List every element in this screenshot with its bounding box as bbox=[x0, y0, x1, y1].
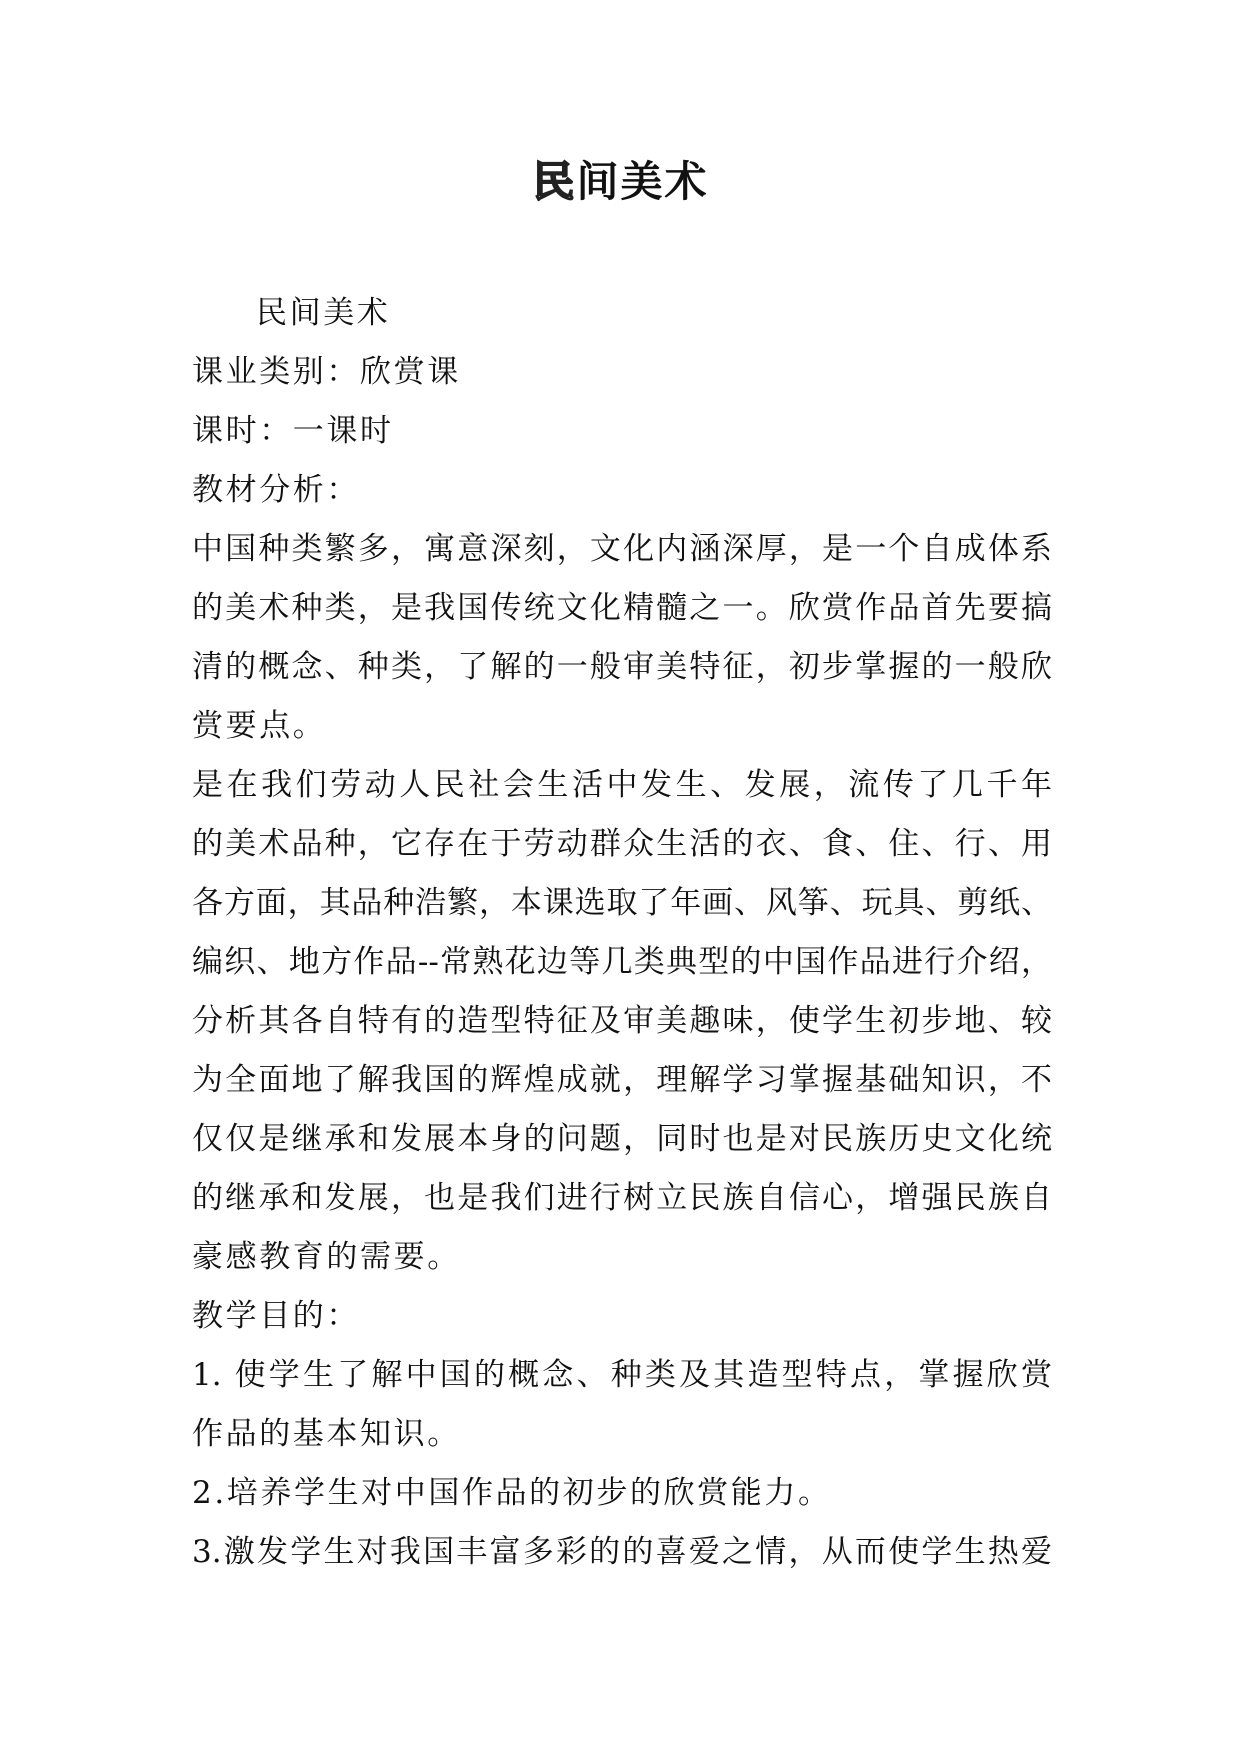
page-title bbox=[0, 152, 1241, 212]
class-hours-line: 课时：一课时 bbox=[192, 413, 394, 449]
paragraph-line: 中国种类繁多，寓意深刻，文化内涵深厚，是一个自成体系 bbox=[192, 531, 1052, 567]
subtitle-line: 民间美术 bbox=[256, 295, 391, 331]
paragraph-line: 仅仅是继承和发展本身的问题，同时也是对民族历史文化统 bbox=[192, 1121, 1052, 1157]
paragraph-line: 是在我们劳动人民社会生活中发生、发展，流传了几千年 bbox=[192, 767, 1052, 803]
paragraph-line: 的美术种类，是我国传统文化精髓之一。欣赏作品首先要搞 bbox=[192, 590, 1052, 626]
paragraph-line: 为全面地了解我国的辉煌成就，理解学习掌握基础知识，不 bbox=[192, 1062, 1052, 1098]
paragraph-line: 清的概念、种类，了解的一般审美特征，初步掌握的一般欣 bbox=[192, 649, 1052, 685]
paragraph-line: 的继承和发展，也是我们进行树立民族自信心，增强民族自 bbox=[192, 1180, 1052, 1216]
section-heading-analysis: 教材分析： bbox=[192, 472, 360, 508]
paragraph-line: 豪感教育的需要。 bbox=[192, 1239, 461, 1275]
list-item-line: 作品的基本知识。 bbox=[192, 1416, 461, 1452]
paragraph-line: 的美术品种，它存在于劳动群众生活的衣、食、住、行、用 bbox=[192, 826, 1052, 862]
list-item-line: 1. 使学生了解中国的概念、种类及其造型特点，掌握欣赏 bbox=[192, 1357, 1052, 1393]
page-title-first-char: 民 bbox=[532, 157, 577, 206]
section-heading-objectives: 教学目的： bbox=[192, 1298, 360, 1334]
paragraph-line: 编织、地方作品--常熟花边等几类典型的中国作品进行介绍， bbox=[192, 944, 1052, 980]
document-body bbox=[192, 284, 1052, 1582]
paragraph-line: 赏要点。 bbox=[192, 708, 327, 744]
paragraph-line: 分析其各自特有的造型特征及审美趣味，使学生初步地、较 bbox=[192, 1003, 1052, 1039]
page-title-rest: 间美术 bbox=[576, 157, 709, 206]
paragraph-line: 各方面，其品种浩繁，本课选取了年画、风筝、玩具、剪纸、 bbox=[192, 885, 1052, 921]
list-item-line: 2.培养学生对中国作品的初步的欣赏能力。 bbox=[192, 1475, 832, 1511]
list-item-line: 3.激发学生对我国丰富多彩的的喜爱之情，从而使学生热爱 bbox=[192, 1534, 1052, 1570]
course-type-line: 课业类别：欣赏课 bbox=[192, 354, 461, 390]
